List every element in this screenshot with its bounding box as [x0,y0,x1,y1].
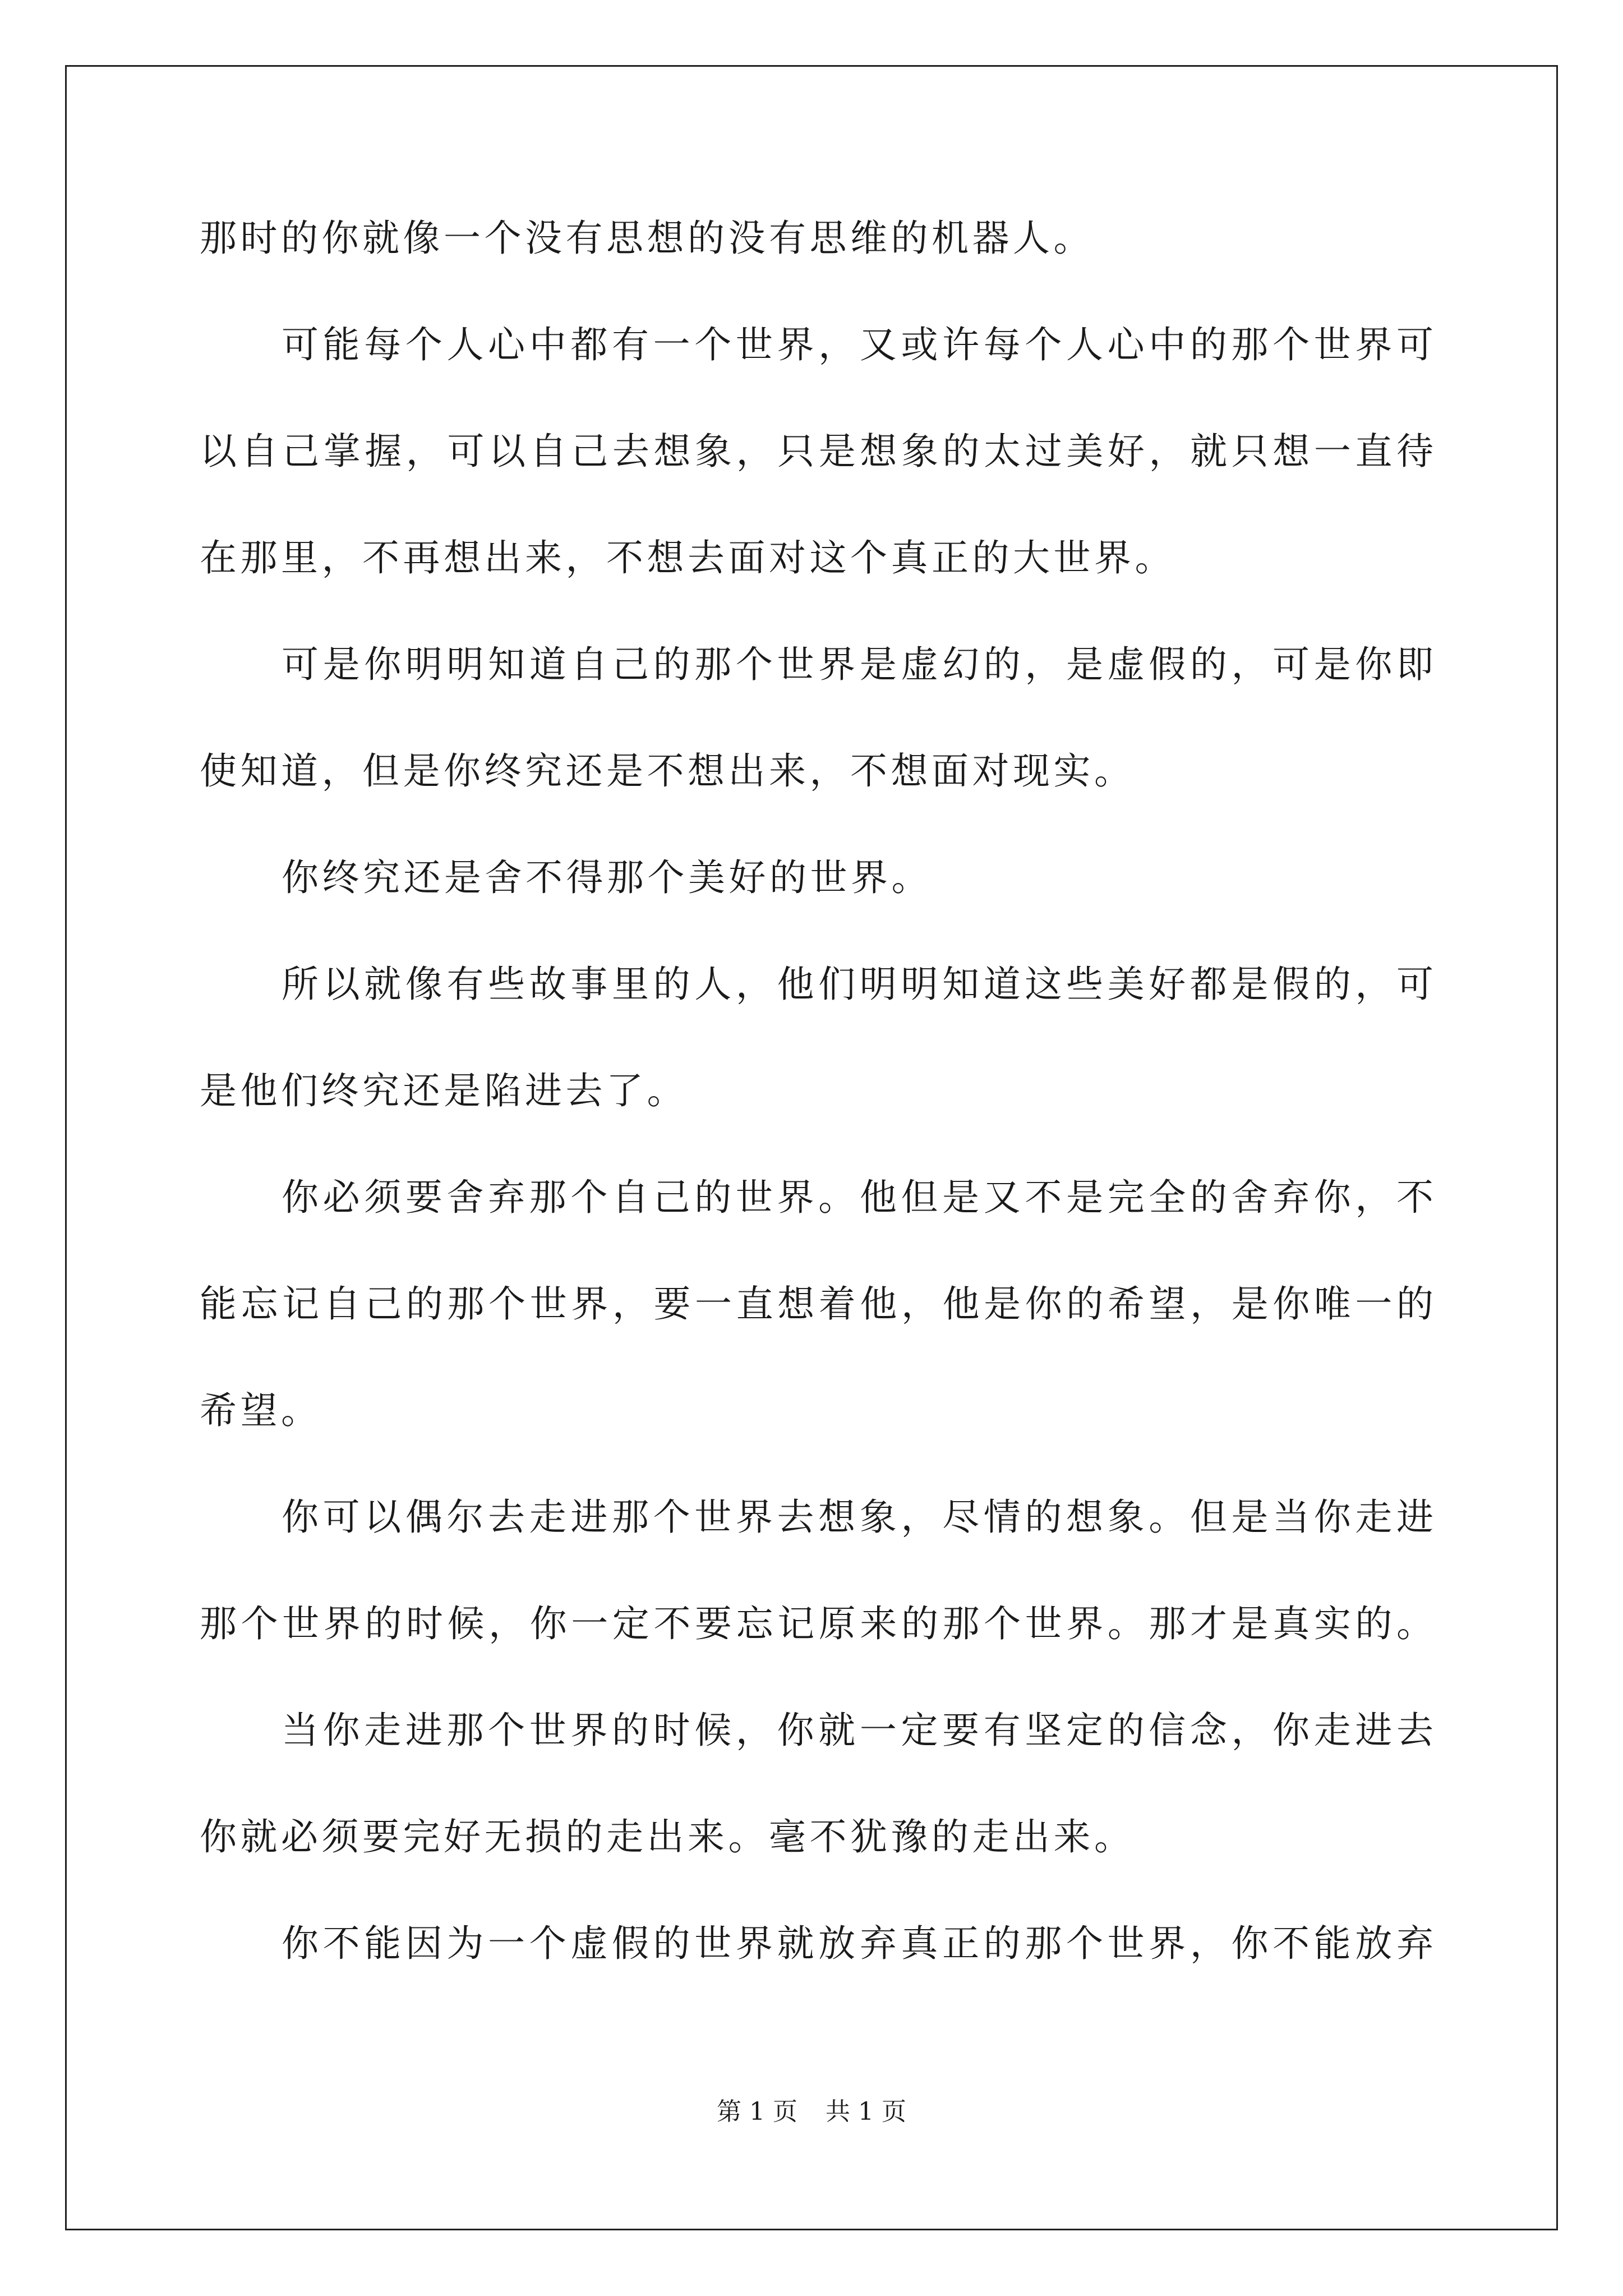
text-line: 以自己掌握，可以自己去想象，只是想象的太过美好，就只想一直待 [200,430,1433,473]
text-line: 你不能因为一个虚假的世界就放弃真正的那个世界，你不能放弃 [282,1922,1433,1965]
text-line: 可能每个人心中都有一个世界，又或许每个人心中的那个世界可 [282,323,1433,366]
text-line: 你终究还是舍不得那个美好的世界。 [282,856,932,899]
text-line: 可是你明明知道自己的那个世界是虚幻的，是虚假的，可是你即 [282,643,1433,686]
text-line: 你可以偶尔去走进那个世界去想象，尽情的想象。但是当你走进 [282,1496,1433,1539]
text-line: 你必须要舍弃那个自己的世界。他但是又不是完全的舍弃你，不 [282,1176,1433,1219]
page-number: 第 1 页 [717,2097,797,2126]
text-line: 是他们终究还是陷进去了。 [200,1069,688,1112]
page-footer [0,2095,1623,2129]
page-border [65,65,1558,2230]
text-line: 使知道，但是你终究还是不想出来，不想面对现实。 [200,749,1135,793]
text-line: 你就必须要完好无损的走出来。毫不犹豫的走出来。 [200,1815,1135,1858]
text-line: 当你走进那个世界的时候，你就一定要有坚定的信念，你走进去 [282,1709,1433,1752]
text-line: 在那里，不再想出来，不想去面对这个真正的大世界。 [200,536,1175,579]
text-line: 那个世界的时候，你一定不要忘记原来的那个世界。那才是真实的。 [200,1602,1433,1645]
text-line: 所以就像有些故事里的人，他们明明知道这些美好都是假的，可 [282,963,1433,1006]
text-line: 能忘记自己的那个世界，要一直想着他，他是你的希望，是你唯一的 [200,1282,1433,1326]
text-line: 希望。 [200,1389,322,1432]
page-total: 共 1 页 [826,2097,906,2126]
text-line: 那时的你就像一个没有思想的没有思维的机器人。 [200,217,1094,260]
